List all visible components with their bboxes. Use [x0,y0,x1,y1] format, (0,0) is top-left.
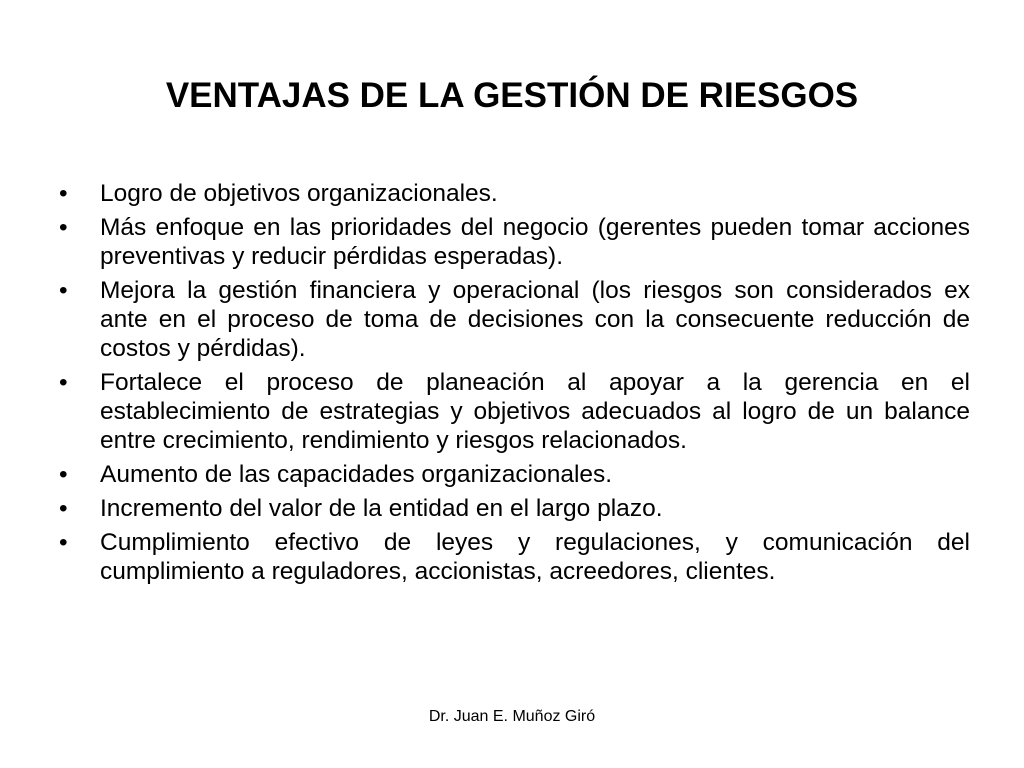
bullet-icon: • [59,495,68,522]
bullet-item [56,213,970,271]
bullet-item [56,368,970,455]
bullet-item [56,528,970,586]
bullet-icon: • [59,529,68,556]
bullet-item [56,276,970,363]
bullet-item [56,494,970,523]
bullet-item [56,179,970,208]
bullet-text: Cumplimiento efectivo de leyes y regulaciones, y comunicación del cumplimiento a reguladores, accionistas, acreedores, clientes. [100,529,970,585]
bullet-icon: • [59,214,68,241]
bullet-text: Más enfoque en las prioridades del negocio (gerentes pueden tomar acciones preventivas y reducir pérdidas esperadas). [100,214,970,270]
bullet-icon: • [59,277,68,304]
bullet-text: Logro de objetivos organizacionales. [100,180,498,207]
bullet-text: Aumento de las capacidades organizacionales. [100,461,613,488]
bullet-text: Fortalece el proceso de planeación al apoyar a la gerencia en el establecimiento de estrategias y objetivos adecuados al logro de un balance entre crecimiento, rendimiento y riesgos relacionados. [100,369,970,454]
slide-title: VENTAJAS DE LA GESTIÓN DE RIESGOS [165,76,859,115]
bullet-item [56,460,970,489]
footer-author: Dr. Juan E. Muñoz Giró [428,708,596,725]
bullet-icon: • [59,461,68,488]
bullet-text: Mejora la gestión financiera y operacional (los riesgos son considerados ex ante en el proceso de toma de decisiones con la consecuente reducción de costos y pérdidas). [100,277,970,362]
bullet-icon: • [59,369,68,396]
bullet-list [56,179,970,591]
bullet-text: Incremento del valor de la entidad en el largo plazo. [100,495,663,522]
bullet-icon: • [59,180,68,207]
